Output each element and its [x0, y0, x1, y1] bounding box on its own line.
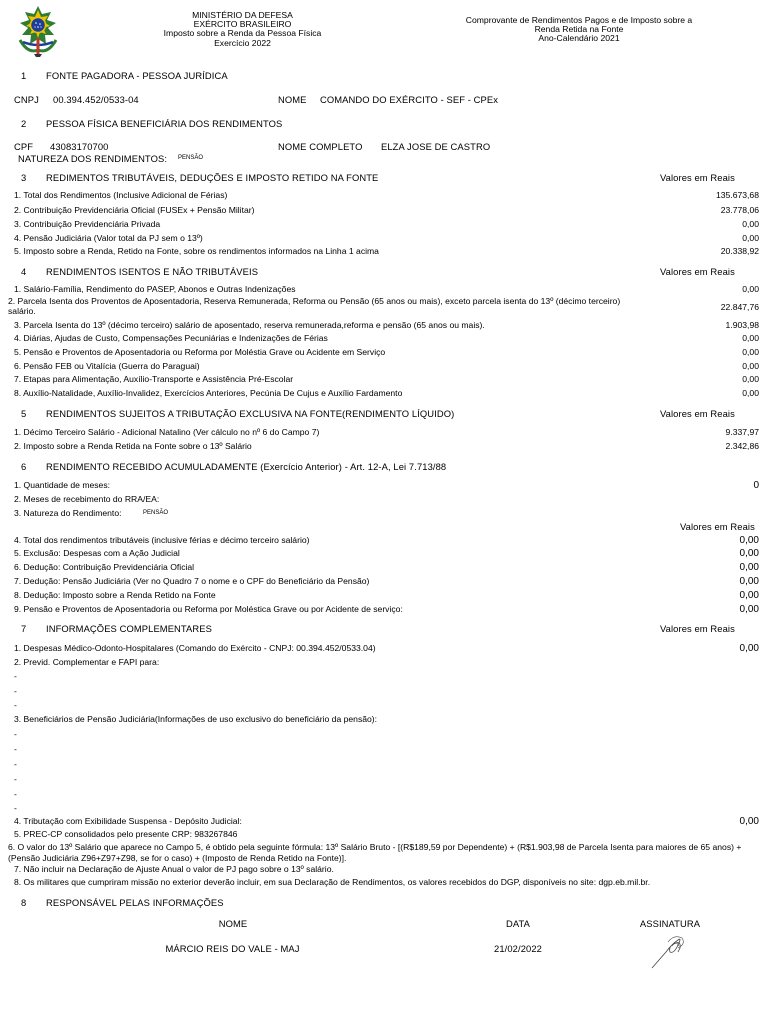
- rra-nature-label: 3. Natureza do Rendimento:: [14, 508, 122, 518]
- military-abroad-notice: 8. Os militares que cumpriram missão no exterior deverão incluir, em sua Declaração de Rendimentos, os valores recebidos do DGP, disponíveis no site: dgp.eb.mil.br.: [14, 877, 651, 887]
- section-6-values-label: Valores em Reais: [680, 521, 755, 532]
- army-title: EXÉRCITO BRASILEIRO: [193, 19, 292, 30]
- beneficiary-name: ELZA JOSE DE CASTRO: [381, 141, 491, 152]
- section-3-title: REDIMENTOS TRIBUTÁVEIS, DEDUÇÕES E IMPOSTO RETIDO NA FONTE: [46, 172, 379, 183]
- section-4-item-label: 5. Pensão e Proventos de Aposentadoria ou Reforma por Moléstia Grave ou Acidente em Serviço: [14, 347, 386, 357]
- section-6-item-value: 0,00: [739, 535, 759, 546]
- section-6-item-value: 0,00: [739, 562, 759, 573]
- suspended-taxation-label: 4. Tributação com Exibilidade Suspensa - Depósito Judicial:: [14, 816, 242, 826]
- section-4-item-label: 1. Salário-Família, Rendimento do PASEP, Abonos e Outras Indenizações: [14, 284, 296, 294]
- suspended-taxation-value: 0,00: [739, 816, 759, 827]
- section-4-item-label: 2. Parcela Isenta dos Proventos de Aposentadoria, Reserva Remunerada, Reforma ou Pensão (65 anos ou mais), exceto parcela isenta do 13º (décimo terceiro) salário.: [8, 296, 621, 316]
- income-nature-value: PENSÃO: [178, 155, 204, 161]
- section-3-values-label: Valores em Reais: [660, 172, 735, 183]
- section-8-title: RESPONSÁVEL PELAS INFORMAÇÕES: [46, 897, 224, 908]
- prec-cp-info: 5. PREC-CP consolidados pelo presente CRP: 983267846: [14, 829, 238, 839]
- medical-expenses-value: 0,00: [739, 643, 759, 654]
- thirteenth-salary-formula: 6. O valor do 13º Salário que aparece no Campo 5, é obtido pela seguinte fórmula: 13º Salário Bruto - [(R$189,59 por Dependente) + (R$1.903,98 de Parcela Isenta para maiores de 65 anos) + (Pensão Judiciária Z96+Z97+Z98, se for o caso) + (Imposto de Renda Retido na Fonte)].: [8, 842, 742, 863]
- section-6-number: 6: [21, 461, 27, 472]
- cnpj-label: CNPJ: [14, 94, 39, 105]
- section-4-title: RENDIMENTOS ISENTOS E NÃO TRIBUTÁVEIS: [46, 266, 259, 277]
- section-7-title: INFORMAÇÕES COMPLEMENTARES: [46, 623, 212, 634]
- section-1-title: FONTE PAGADORA - PESSOA JURÍDICA: [46, 70, 228, 81]
- section-6-title: RENDIMENTO RECEBIDO ACUMULADAMENTE (Exercício Anterior) - Art. 12-A, Lei 7.713/88: [46, 461, 447, 472]
- signature-mark: [648, 930, 694, 970]
- cnpj-value: 00.394.452/0533-04: [53, 94, 139, 105]
- section-4-item-label: 6. Pensão FEB ou Vitalícia (Guerra do Paraguai): [14, 361, 200, 371]
- dash-line: -: [14, 789, 17, 799]
- ministry-title: MINISTÉRIO DA DEFESA: [192, 10, 293, 20]
- section-3-item-label: 5. Imposto sobre a Renda, Retido na Fonte, sobre os rendimentos informados na Linha 1 acima: [14, 246, 379, 256]
- section-6-item-value: 0,00: [739, 604, 759, 615]
- section-4-item-value: 0,00: [742, 284, 759, 294]
- receipt-title: [430, 16, 728, 44]
- date-label: DATA: [505, 918, 530, 929]
- section-5-item-value: 9.337,97: [725, 427, 759, 437]
- payer-name-label: NOME: [278, 94, 307, 105]
- pj-notice: 7. Não incluir na Declaração de Ajuste Anual o valor de PJ pago sobre o 13º salário.: [14, 864, 334, 874]
- section-6-item-label: 4. Total dos rendimentos tributáveis (inclusive férias e décimo terceiro salário): [14, 535, 310, 545]
- cpf-value: 43083170700: [50, 141, 109, 152]
- receipt-title-line1: Comprovante de Rendimentos Pagos e de Imposto sobre a: [465, 15, 693, 25]
- section-5-values-label: Valores em Reais: [660, 408, 735, 419]
- section-3-item-label: 3. Contribuição Previdenciária Privada: [14, 219, 161, 229]
- section-2-number: 2: [21, 118, 27, 129]
- section-6-item-label: 5. Exclusão: Despesas com a Ação Judicial: [14, 548, 180, 558]
- section-4-item-value: 0,00: [742, 361, 759, 371]
- dash-line: -: [14, 686, 17, 696]
- section-3-item-value: 135.673,68: [715, 190, 759, 200]
- section-5-number: 5: [21, 408, 27, 419]
- section-5-item-value: 2.342,86: [725, 441, 759, 451]
- section-4-item-value: 0,00: [742, 388, 759, 398]
- section-4-item-value: 22.847,76: [720, 302, 759, 312]
- medical-expenses-label: 1. Despesas Médico-Odonto-Hospitalares (Comando do Exército - CNPJ: 00.394.452/0533.04): [14, 643, 376, 653]
- section-4-item-value: 1.903,98: [725, 320, 759, 330]
- rra-months-label: 2. Meses de recebimento do RRA/EA:: [14, 494, 160, 504]
- dash-line: -: [14, 700, 17, 710]
- responsible-name-label: NOME: [218, 918, 248, 929]
- section-6-item-label: 8. Dedução: Imposto sobre a Renda Retido na Fonte: [14, 590, 216, 600]
- exercise-year: Exercício 2022: [214, 37, 271, 48]
- private-pension-label: 2. Previd. Complementar e FAPI para:: [14, 657, 160, 667]
- header-center: [140, 11, 345, 48]
- dash-line: -: [14, 671, 17, 681]
- dash-line: -: [14, 744, 17, 754]
- alimony-beneficiaries-label: 3. Beneficiários de Pensão Judiciária(Informações de uso exclusivo do beneficiário da pensão):: [14, 714, 378, 724]
- section-5-item-label: 1. Décimo Terceiro Salário - Adicional Natalino (Ver cálculo no nº 6 do Campo 7): [14, 427, 320, 437]
- section-6-item-value: 0,00: [739, 548, 759, 559]
- months-quantity-value: 0: [753, 480, 759, 491]
- payer-name: COMANDO DO EXÉRCITO - SEF - CPEx: [320, 94, 499, 105]
- section-7-values-label: Valores em Reais: [660, 623, 735, 634]
- section-6-item-value: 0,00: [739, 590, 759, 601]
- months-quantity-label: 1. Quantidade de meses:: [14, 480, 111, 490]
- beneficiary-name-label: NOME COMPLETO: [278, 141, 363, 152]
- cpf-label: CPF: [14, 141, 34, 152]
- section-6-item-label: 6. Dedução: Contribuição Previdenciária Oficial: [14, 562, 195, 572]
- section-3-item-value: 0,00: [742, 233, 759, 243]
- section-2-title: PESSOA FÍSICA BENEFICIÁRIA DOS RENDIMENTOS: [46, 118, 283, 129]
- receipt-title-line3: Ano-Calendário 2021: [538, 33, 620, 44]
- section-4-item-value: 0,00: [742, 374, 759, 384]
- rra-nature-value: PENSÃO: [143, 510, 169, 516]
- signature-label: ASSINATURA: [639, 918, 701, 929]
- section-1-number: 1: [21, 70, 27, 81]
- section-4-item-label: 4. Diárias, Ajudas de Custo, Compensações Pecuniárias e Indenizações de Férias: [14, 333, 328, 343]
- income-nature-label: NATUREZA DOS RENDIMENTOS:: [18, 153, 168, 164]
- section-4-values-label: Valores em Reais: [660, 266, 735, 277]
- dash-line: -: [14, 774, 17, 784]
- section-4-item-label: 3. Parcela Isenta do 13º (décimo terceiro) salário de aposentado, reserva remunerada,reforma e pensão (65 anos ou mais).: [14, 320, 485, 330]
- section-3-number: 3: [21, 172, 27, 183]
- section-6-item-label: 9. Pensão e Proventos de Aposentadoria ou Reforma por Moléstica Grave ou por Acidente de serviço:: [14, 604, 403, 614]
- section-3-item-value: 23.778,06: [720, 205, 759, 215]
- section-6-item-label: 7. Dedução: Pensão Judiciária (Ver no Quadro 7 o nome e o CPF do Beneficiário da Pensão): [14, 576, 370, 586]
- section-3-item-value: 20.338,92: [720, 246, 759, 256]
- dash-line: -: [14, 759, 17, 769]
- dash-line: -: [14, 803, 17, 813]
- section-5-item-label: 2. Imposto sobre a Renda Retida na Fonte sobre o 13º Salário: [14, 441, 252, 451]
- section-4-item-label: 7. Etapas para Alimentação, Auxílio-Transporte e Assistência Pré-Escolar: [14, 374, 294, 384]
- signature-date: 21/02/2022: [494, 943, 542, 954]
- coat-of-arms-emblem: [14, 4, 62, 58]
- section-6-item-value: 0,00: [739, 576, 759, 587]
- section-4-item-value: 0,00: [742, 347, 759, 357]
- responsible-name: MÁRCIO REIS DO VALE - MAJ: [165, 943, 300, 954]
- section-5-title: RENDIMENTOS SUJEITOS A TRIBUTAÇÃO EXCLUSIVA NA FONTE(RENDIMENTO LÍQUIDO): [46, 408, 455, 419]
- section-4-number: 4: [21, 266, 27, 277]
- tax-title: Imposto sobre a Renda da Pessoa Física: [163, 28, 322, 39]
- section-4-item-label: 8. Auxílio-Natalidade, Auxílio-Invalidez, Exercícios Anteriores, Pecúnia De Cujus e Auxílio Fardamento: [14, 388, 403, 398]
- receipt-title-line2: Renda Retida na Fonte: [534, 24, 624, 35]
- dash-line: -: [14, 729, 17, 739]
- section-3-item-value: 0,00: [742, 219, 759, 229]
- section-3-item-label: 2. Contribuição Previdenciária Oficial (FUSEx + Pensão Militar): [14, 205, 255, 215]
- section-8-number: 8: [21, 897, 27, 908]
- section-3-item-label: 1. Total dos Rendimentos (Inclusive Adicional de Férias): [14, 190, 228, 200]
- section-4-item-value: 0,00: [742, 333, 759, 343]
- section-7-number: 7: [21, 623, 27, 634]
- section-3-item-label: 4. Pensão Judiciária (Valor total da PJ sem o 13º): [14, 233, 203, 243]
